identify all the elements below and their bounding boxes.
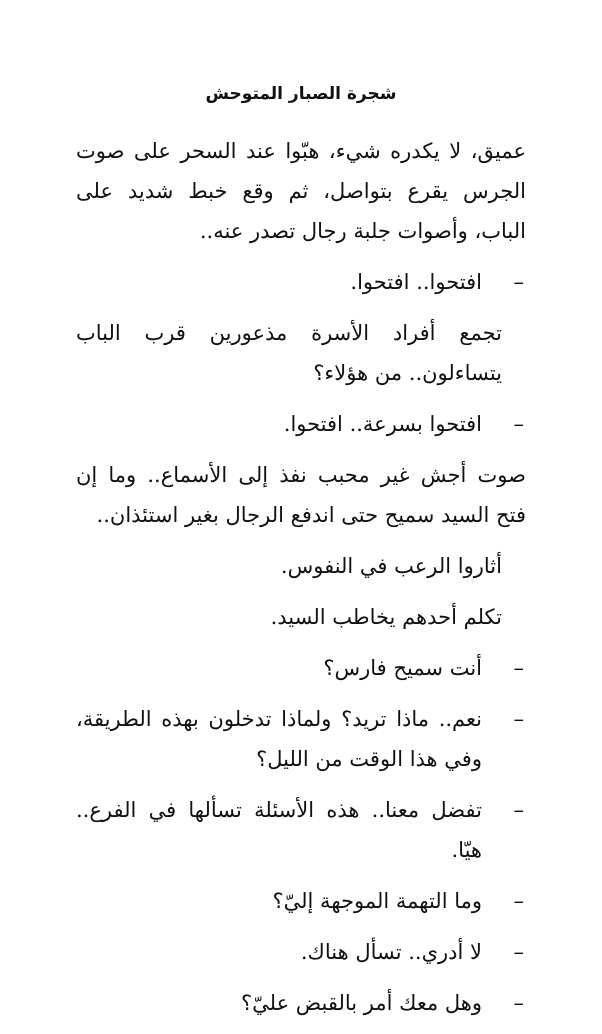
dialogue-text: تفضل معنا.. هذه الأسئلة تسألها في الفرع.. هيّا.	[76, 798, 482, 862]
dialogue-text: نعم.. ماذا تريد؟ ولماذا تدخلون بهذه الطريقة، وفي هذا الوقت من الليل؟	[76, 707, 482, 771]
dialogue-dash: –	[513, 798, 524, 822]
dialogue-line	[76, 932, 526, 972]
page-body	[76, 131, 526, 1034]
dialogue-text: افتحوا بسرعة.. افتحوا.	[283, 412, 482, 436]
dialogue-text: أنت سميح فارس؟	[323, 656, 482, 680]
dialogue-line	[76, 404, 526, 444]
dialogue-line	[76, 648, 526, 688]
dialogue-line	[76, 881, 526, 921]
paragraph: أثاروا الرعب في النفوس.	[280, 554, 502, 578]
dialogue-dash: –	[513, 412, 524, 436]
paragraph: تكلم أحدهم يخاطب السيد.	[270, 605, 502, 629]
running-header: شجرة الصبار المتوحش	[205, 84, 397, 104]
dialogue-text: لا أدري.. تسأل هناك.	[300, 940, 482, 964]
dialogue-dash: –	[513, 889, 524, 913]
dialogue-text: افتحوا.. افتحوا.	[350, 270, 482, 294]
paragraph: صوت أجش غير محبب نفذ إلى الأسماع.. وما إن فتح السيد سميح حتى اندفع الرجال بغير استئذان..	[76, 463, 526, 527]
paragraph: عميق، لا يكدره شيء، هبّوا عند السحر على صوت الجرس يقرع بتواصل، ثم وقع خبط شديد على الباب، وأصوات جلبة رجال تصدر عنه..	[76, 139, 526, 243]
paragraph: تجمع أفراد الأسرة مذعورين قرب الباب يتساءلون.. من هؤلاء؟	[76, 321, 502, 385]
dialogue-line	[76, 699, 526, 779]
dialogue-dash: –	[513, 940, 524, 964]
dialogue-dash: –	[513, 707, 524, 731]
dialogue-dash: –	[513, 991, 524, 1015]
dialogue-dash: –	[513, 656, 524, 680]
dialogue-line	[76, 262, 526, 302]
dialogue-dash: –	[513, 270, 524, 294]
dialogue-text: وما التهمة الموجهة إليّ؟	[272, 889, 482, 913]
dialogue-text: وهل معك أمر بالقبض عليّ؟	[240, 991, 482, 1015]
dialogue-line	[76, 983, 526, 1023]
dialogue-line	[76, 790, 526, 870]
